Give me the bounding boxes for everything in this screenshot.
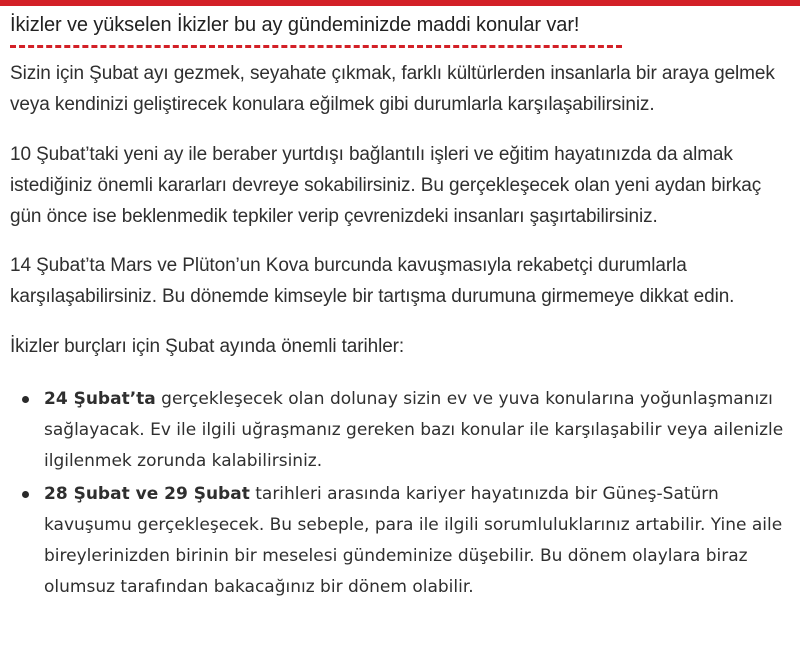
date-label: 24 Şubat’ta: [44, 389, 156, 409]
section-heading: İkizler ve yükselen İkizler bu ay gündeminizde maddi konular var!: [10, 14, 580, 36]
heading-dashed-underline: [10, 45, 622, 48]
paragraph-mars-pluto: 14 Şubat’ta Mars ve Plüton’un Kova burcunda kavuşmasıyla rekabetçi durumlarla karşılaşabilirsiniz. Bu dönemde kimseyle bir tartışma durumuna girmemeye dikkat edin.: [10, 255, 735, 307]
list-item: [10, 384, 795, 477]
date-description: gerçekleşecek olan dolunay sizin ev ve yuva konularına yoğunlaşmanızı sağlayacak. Ev ile ilgili uğraşmanız gereken bazı konular ile karşılaşabilir veya ailenizle ilgilenmek zorunda kalabilirsiniz.: [44, 389, 784, 471]
top-accent-bar: [0, 0, 800, 6]
bullet-icon: [22, 396, 29, 403]
important-dates-list: [10, 384, 795, 603]
paragraph-new-moon: 10 Şubat’taki yeni ay ile beraber yurtdışı bağlantılı işleri ve eğitim hayatınızda da almak istediğiniz önemli kararları devreye sokabilirsiniz. Bu gerçekleşecek olan yeni aydan birkaç gün önce ise beklenmedik tepkiler verip çevrenizdeki insanları şaşırtabilirsiniz.: [10, 144, 762, 227]
bullet-icon: [22, 491, 29, 498]
date-description: tarihleri arasında kariyer hayatınızda bir Güneş-Satürn kavuşumu gerçekleşecek. Bu sebeple, para ile ilgili sorumluluklarınız artabilir. Yine aile bireylerinizden birinin bir meselesi gündeminize düşebilir. Bu dönem olaylara biraz olumsuz tarafından bakacağınız bir dönem olabilir.: [44, 484, 783, 597]
article-body: [10, 12, 795, 605]
paragraph-intro: Sizin için Şubat ayı gezmek, seyahate çıkmak, farklı kültürlerden insanlarla bir araya gelmek veya kendinizi geliştirecek konulara eğilmek gibi durumlarla karşılaşabilirsiniz.: [10, 63, 775, 115]
list-item: [10, 479, 795, 603]
date-label: 28 Şubat ve 29 Şubat: [44, 484, 250, 504]
important-dates-title: İkizler burçları için Şubat ayında önemli tarihler:: [10, 336, 405, 357]
